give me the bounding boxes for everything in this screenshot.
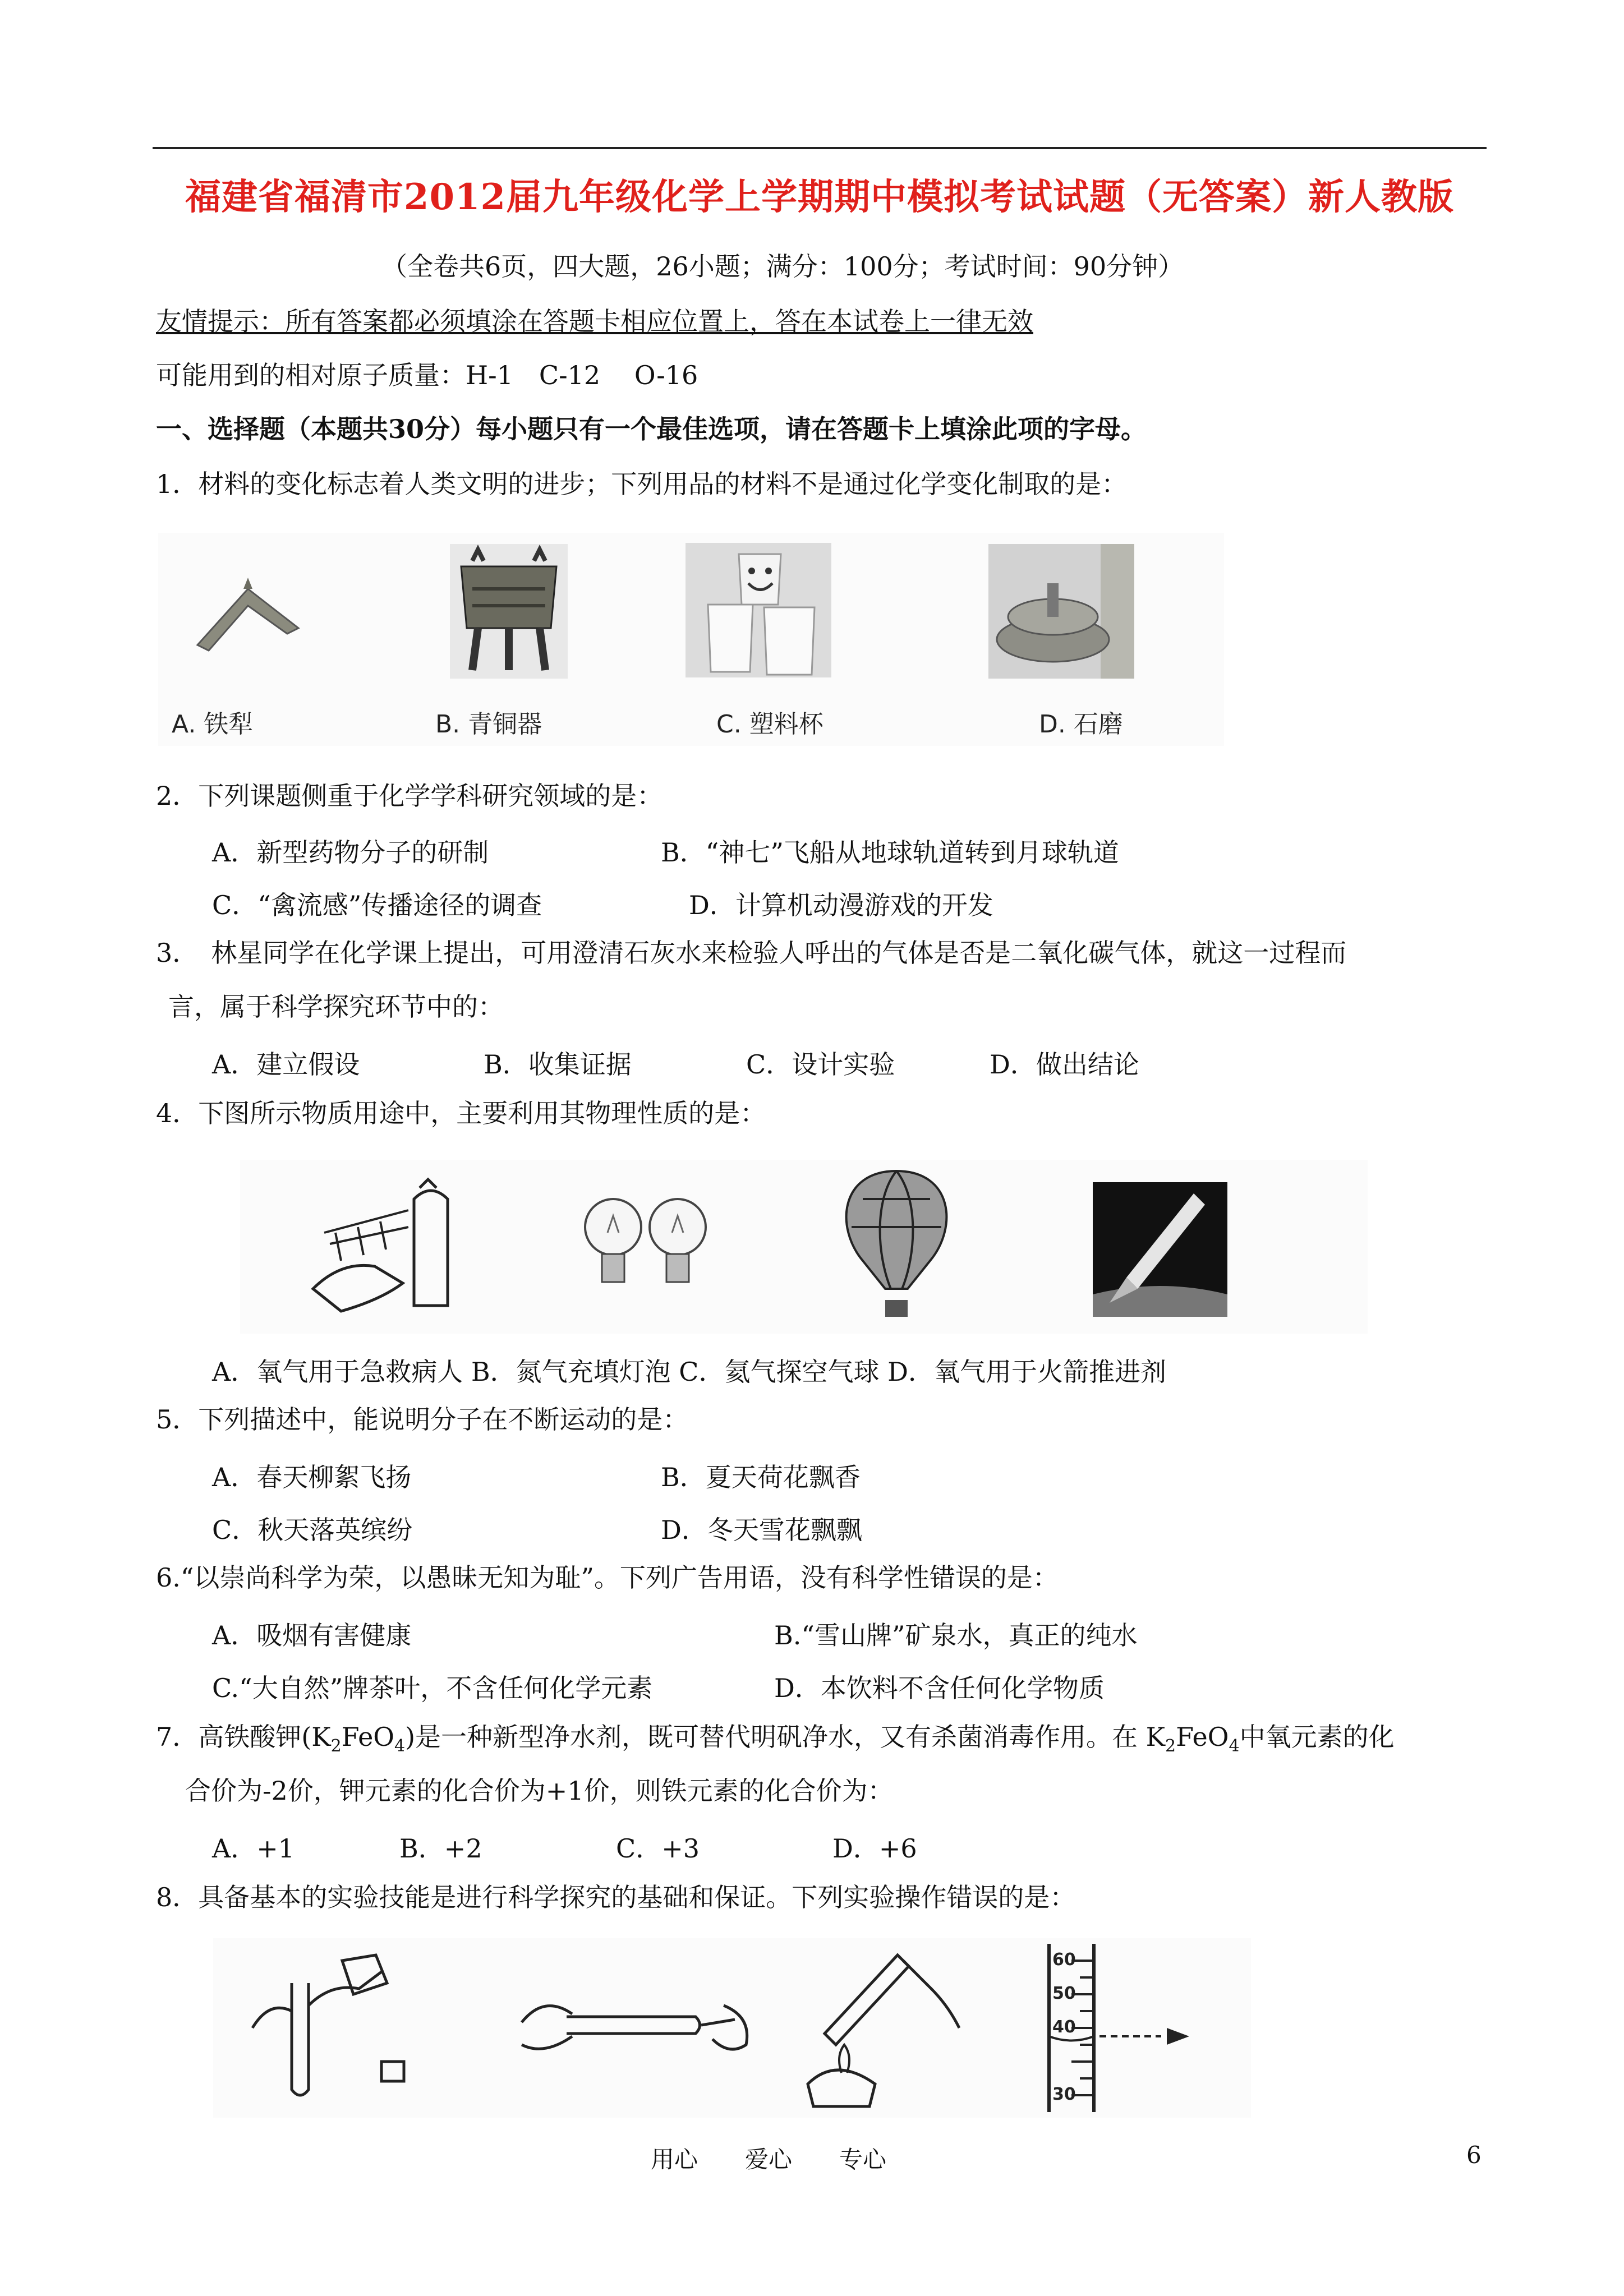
q1-caption-a: A. 铁犁 [172,710,254,739]
iron-plough-icon [192,572,304,656]
question-8-stem: 8．具备基本的实验技能是进行科学探究的基础和保证。下列实验操作错误的是： [156,1882,1076,1912]
question-4-figure [240,1160,1368,1334]
section-heading: 一、选择题（本题共30分）每小题只有一个最佳选项，请在答题卡上填涂此项的字母。 [156,414,1147,444]
question-1-figure [158,533,1224,746]
question-3-stem-line1: 3． 林星同学在化学课上提出，可用澄清石灰水来检验人呼出的气体是否是二氧化碳气体，就这一过程而 [156,938,1347,968]
q7-option-d: D．+6 [832,1833,917,1864]
question-4-stem: 4．下图所示物质用途中，主要利用其物理性质的是： [156,1098,766,1128]
q5-option-d: D．冬天雪花飘飘 [661,1515,862,1545]
q1-caption-b: B. 青铜器 [435,710,542,739]
page-number: 6 [1466,2141,1482,2169]
bronze-vessel-icon [450,544,568,679]
oxygen-first-aid-icon [307,1177,453,1317]
rocket-launch-icon [1093,1182,1227,1317]
question-6-stem: 6.“以崇尚科学为荣，以愚昧无知为耻”。下列广告用语，没有科学性错误的是： [156,1562,1059,1593]
q7-option-b: B．+2 [399,1833,482,1864]
q2-option-c: C．“禽流感”传播途径的调查 [212,890,542,920]
header-rule [153,147,1487,149]
light-bulbs-icon [577,1188,717,1300]
q1-caption-d: D. 石磨 [1039,710,1123,739]
question-7-stem-line1: 7．高铁酸钾$(K_2FeO_4)$是一种新型净水剂，既可替代明矾净水，又有杀菌消毒作用。在 $K_2FeO_4$中氧元素的化 [156,1722,1395,1756]
q7-option-a: A．+1 [212,1833,295,1864]
question-7-stem-line2: 合价为-2价，钾元素的化合价为+1价，则铁元素的化合价为： [185,1776,894,1806]
q5-option-a: A．春天柳絮飞扬 [212,1462,412,1492]
q2-option-b: B．“神七”飞船从地球轨道转到月球轨道 [661,837,1119,868]
q3-option-c: C．设计实验 [746,1049,895,1080]
q3-option-a: A．建立假设 [212,1049,360,1080]
exam-title: 福建省福清市2012届九年级化学上学期期中模拟考试试题（无答案）新人教版 [185,176,1455,218]
q1-caption-c: C. 塑料杯 [716,710,823,739]
question-1-stem: 1．材料的变化标志着人类文明的进步；下列用品的材料不是通过化学变化制取的是： [156,469,1128,499]
question-2-stem: 2．下列课题侧重于化学学科研究领域的是： [156,781,663,811]
hot-air-balloon-icon [829,1165,964,1328]
q2-option-a: A．新型药物分子的研制 [212,837,489,868]
horizontal-test-tube-icon [510,1972,763,2084]
graduated-cylinder-icon [1015,1938,1200,2118]
footer-motto: 用心 爱心 专心 [651,2146,887,2173]
alcohol-lamp-heating-icon [791,1944,970,2112]
q6-option-b: B.“雪山牌”矿泉水，真正的纯水 [774,1620,1138,1650]
friendly-tip: 友情提示：所有答案都必须填涂在答题卡相应位置上，答在本试卷上一律无效 [156,306,1033,336]
cylinder-tick-60: 60 [1052,1950,1076,1970]
q6-option-a: A．吸烟有害健康 [212,1620,412,1650]
atomic-mass-note: 可能用到的相对原子质量：H-1 C-12 O-16 [156,360,698,390]
q3-option-b: B．收集证据 [484,1049,632,1080]
stone-mill-icon [988,544,1134,679]
question-8-figure [213,1938,1251,2118]
q7-option-c: C．+3 [616,1833,700,1864]
cylinder-tick-50: 50 [1052,1984,1076,2003]
cylinder-tick-40: 40 [1052,2017,1076,2037]
question-3-stem-line2: 言，属于科学探究环节中的： [168,992,504,1022]
q5-option-b: B．夏天荷花飘香 [661,1462,861,1492]
q5-option-c: C．秋天落英缤纷 [212,1515,413,1545]
exam-subtitle: （全卷共6页，四大题，26小题；满分：100分；考试时间：90分钟） [381,251,1184,282]
question-5-stem: 5．下列描述中，能说明分子在不断运动的是： [156,1404,689,1435]
plastic-cups-icon [686,543,831,677]
q6-option-d: D．本饮料不含任何化学物质 [774,1673,1105,1703]
q3-option-d: D．做出结论 [990,1049,1139,1080]
q4-options: A．氧气用于急救病人 B．氮气充填灯泡 C．氦气探空气球 D．氧气用于火箭推进剂 [212,1357,1166,1387]
test-tube-pouring-icon [247,1949,415,2106]
q6-option-c: C.“大自然”牌茶叶，不含任何化学元素 [212,1673,653,1703]
q2-option-d: D．计算机动漫游戏的开发 [689,890,993,920]
cylinder-tick-30: 30 [1052,2085,1076,2104]
